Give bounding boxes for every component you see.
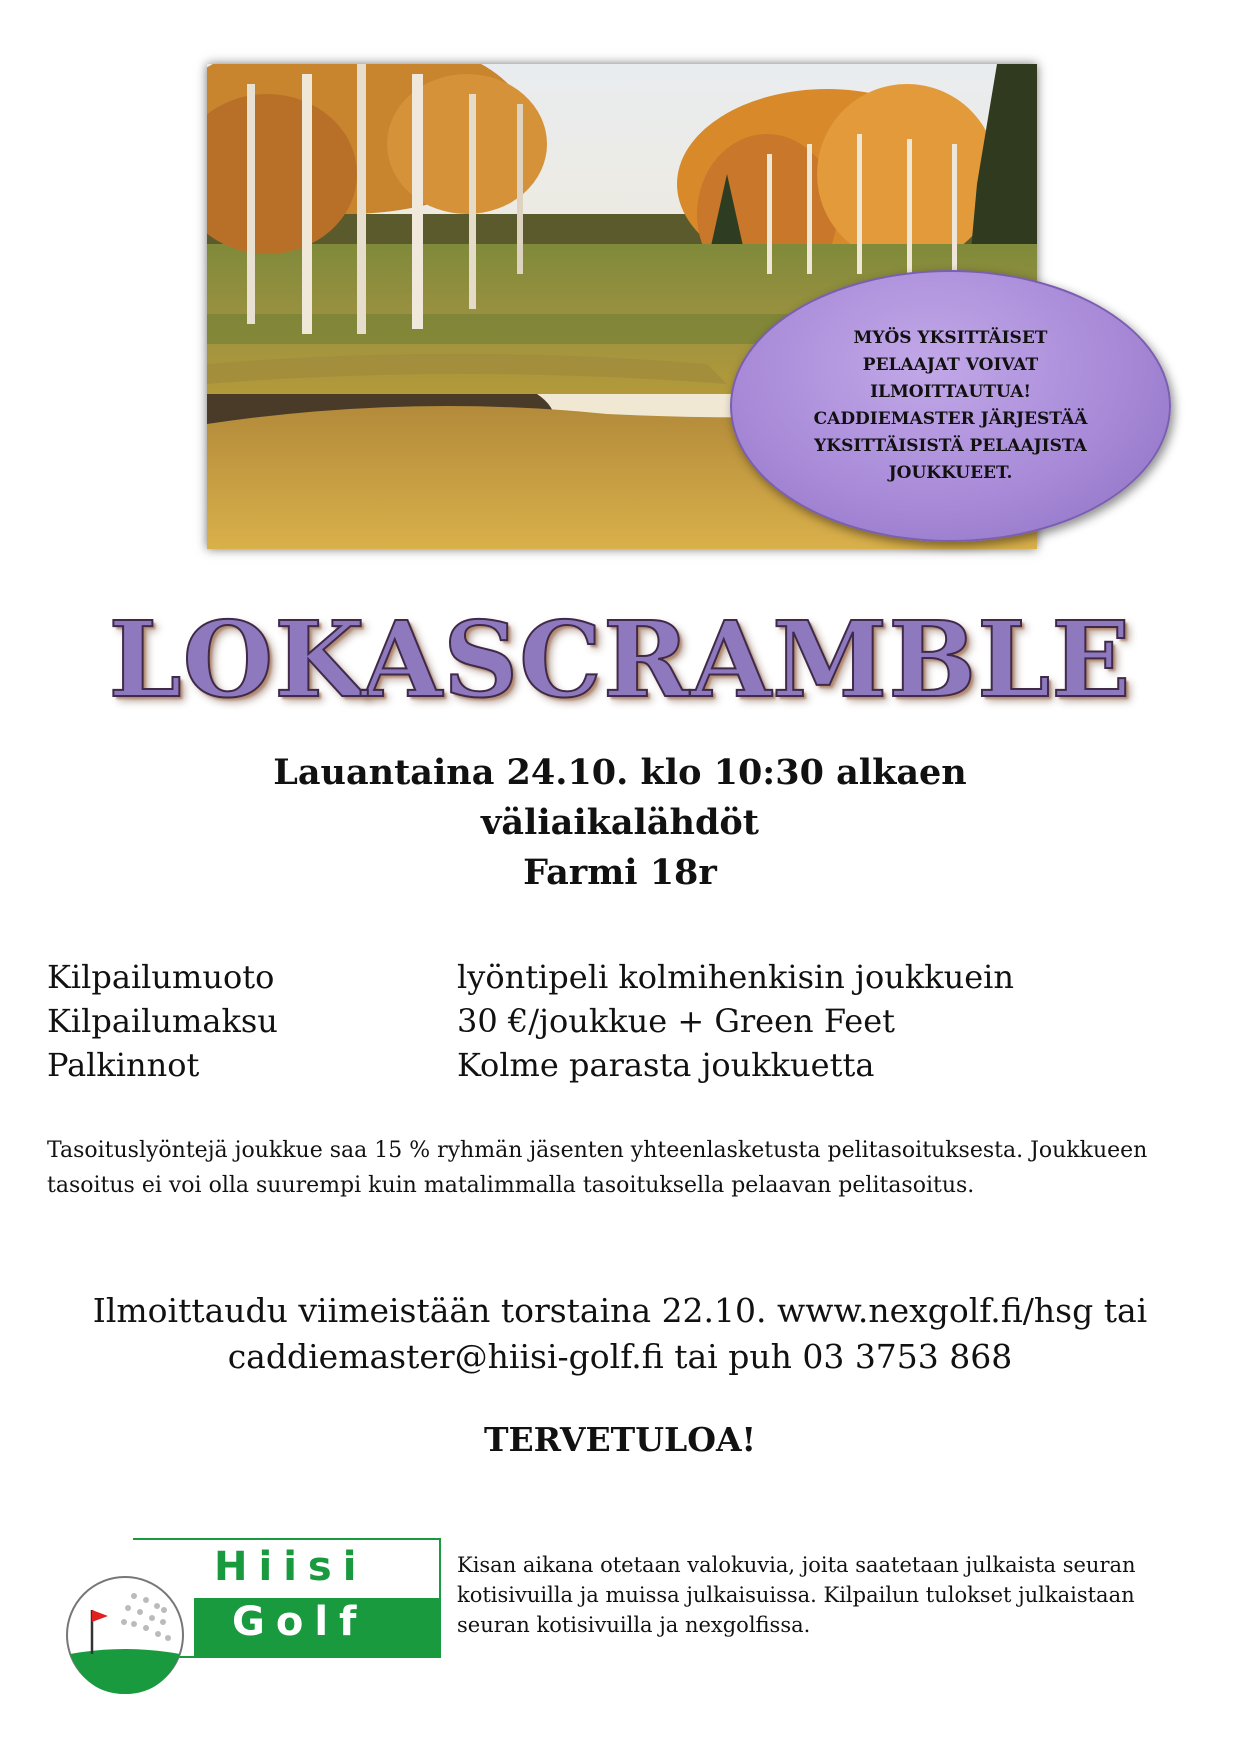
detail-row bbox=[47, 1043, 1197, 1087]
event-schedule bbox=[0, 748, 1240, 898]
signup-line-1: Ilmoittaudu viimeistään torstaina 22.10. www.nexgolf.fi/hsg tai bbox=[92, 1291, 1148, 1330]
detail-value: lyöntipeli kolmihenkisin joukkuein bbox=[457, 958, 1014, 996]
detail-row bbox=[47, 955, 1197, 999]
event-course: Farmi 18r bbox=[523, 852, 717, 893]
welcome-text: TERVETULOA! bbox=[483, 1420, 757, 1459]
detail-label: Palkinnot bbox=[47, 1046, 200, 1084]
event-title: LOKASCRAMBLE bbox=[108, 598, 1132, 721]
hiisi-golf-logo bbox=[64, 1538, 444, 1698]
handicap-rules: Tasoituslyöntejä joukkue saa 15 % ryhmän jäsenten yhteenlasketusta pelitasoituksesta. Joukkueen tasoitus ei voi olla suurempi kuin matalimmalla tasoituksella pelaavan pelitasoitus. bbox=[47, 1138, 1148, 1198]
logo-word-hiisi: Hiisi bbox=[214, 1544, 368, 1590]
detail-label: Kilpailumuoto bbox=[47, 958, 275, 996]
detail-value: Kolme parasta joukkuetta bbox=[457, 1046, 875, 1084]
signup-line-2: caddiemaster@hiisi-golf.fi tai puh 03 3753 868 bbox=[227, 1337, 1013, 1376]
signup-info bbox=[0, 1288, 1240, 1380]
detail-value: 30 €/joukkue + Green Feet bbox=[457, 1002, 896, 1040]
detail-row bbox=[47, 999, 1197, 1043]
logo-word-golf: Golf bbox=[232, 1599, 368, 1645]
golf-ball-flag-icon bbox=[64, 1574, 186, 1696]
event-date: Lauantaina 24.10. klo 10:30 alkaen bbox=[273, 752, 967, 793]
callout-text: MYÖS YKSITTÄISET PELAAJAT VOIVAT ILMOITTAUTUA! CADDIEMASTER JÄRJESTÄÄ YKSITTÄISISTÄ PELAAJISTA JOUKKUEET. bbox=[813, 328, 1088, 483]
competition-details bbox=[47, 955, 1197, 1087]
photo-and-results-note: Kisan aikana otetaan valokuvia, joita saatetaan julkaista seuran kotisivuilla ja muissa julkaisuissa. Kilpailun tulokset julkaistaan seuran kotisivuilla ja nexgolfissa. bbox=[457, 1553, 1136, 1637]
detail-label: Kilpailumaksu bbox=[47, 1002, 278, 1040]
individual-players-callout bbox=[730, 270, 1171, 542]
event-start-type: väliaikalähdöt bbox=[481, 802, 759, 843]
